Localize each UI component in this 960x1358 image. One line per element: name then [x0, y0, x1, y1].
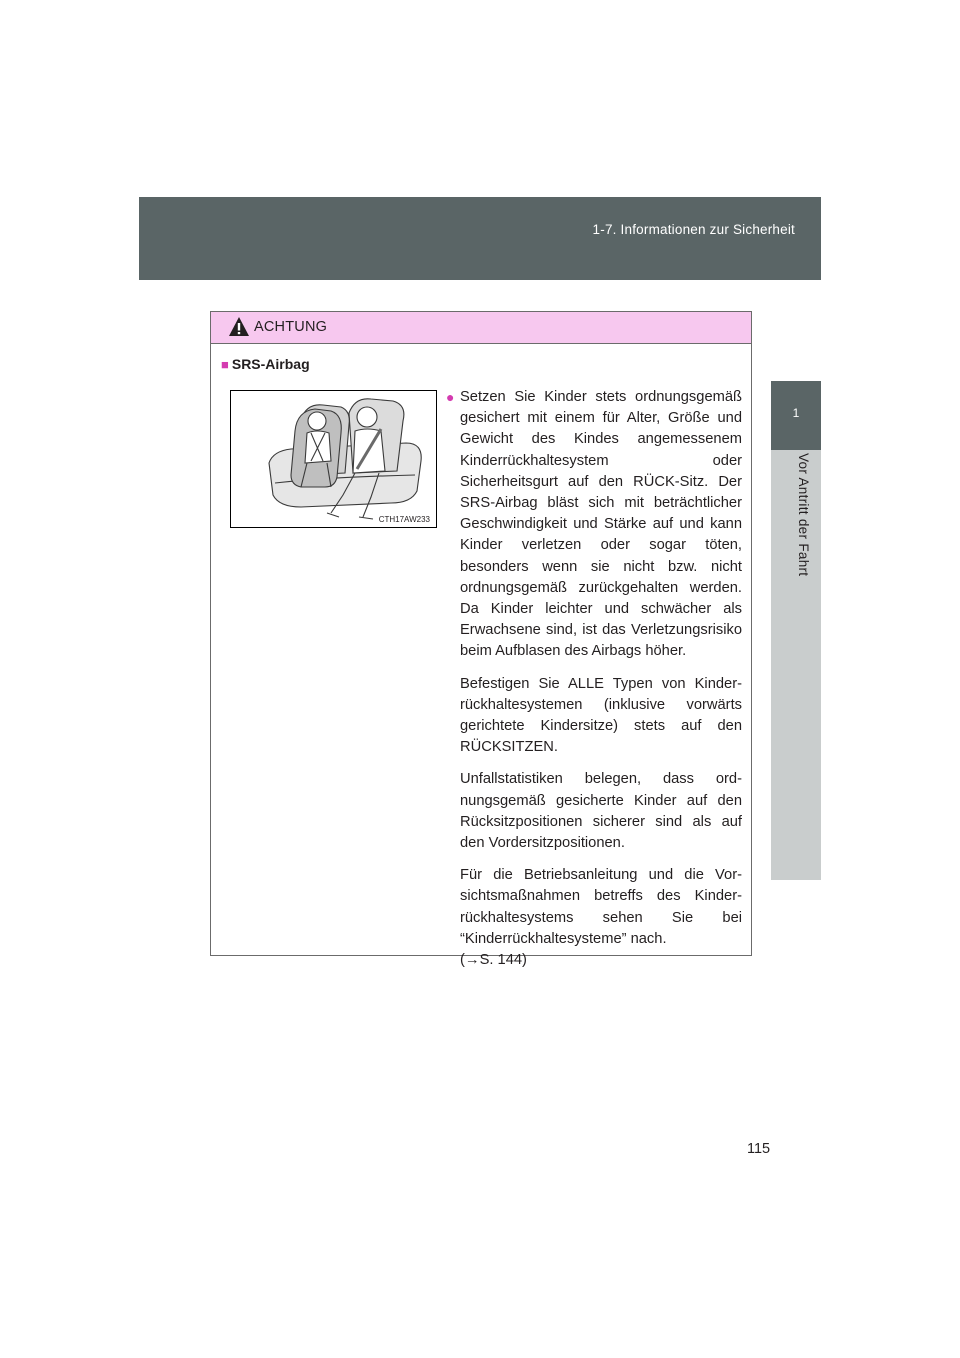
warning-title: ACHTUNG: [254, 319, 328, 335]
circle-bullet-icon: ●: [446, 389, 455, 405]
warning-header: [211, 312, 751, 344]
warning-paragraph-3: Unfallstatistiken belegen, dass ordnungsgemäß gesicherte Kinder auf den Rücksitzpositionen sicherer sind als auf den Vordersitzpositionen.: [460, 771, 742, 852]
section-heading-text: SRS-Airbag: [231, 356, 310, 372]
warning-box: [210, 311, 752, 969]
child-seat-drawing: [231, 391, 436, 527]
warning-triangle-icon: [228, 316, 250, 337]
warning-paragraph-4: Für die Betriebsanleitung und die Vorsichtsmaßnahmen betreffs des Kinderrückhaltesystems sehen Sie bei “Kinderrückhaltesysteme” nach.: [460, 867, 742, 947]
page-reference[interactable]: (→S. 144): [460, 952, 527, 969]
warning-paragraph-1: [446, 387, 742, 663]
chapter-number: 1: [792, 406, 800, 420]
warning-text-column: [446, 387, 742, 982]
section-heading: [221, 356, 310, 372]
illustration-code: CTH17AW233: [378, 515, 430, 524]
chapter-label: Vor Antritt der Fahrt: [796, 453, 811, 577]
section-title: 1-7. Informationen zur Sicherheit: [592, 222, 795, 237]
warning-paragraph-2: Befestigen Sie ALLE Typen von Kinderrückhaltesystemen (inklusive vorwärts gerichtete Kindersitze) stets auf den RÜCKSITZEN.: [460, 675, 742, 756]
page-number: 115: [747, 1141, 771, 1157]
chapter-tab: [771, 381, 821, 450]
section-header-bar: [139, 197, 821, 280]
child-seat-illustration: [230, 390, 437, 528]
warning-paragraph-1-text: Setzen Sie Kinder stets ordnungsgemäß gesichert mit einem für Alter, Größe und Gewicht des Kindes angemessenem Kinderrückhaltesystem oder Sicherheitsgurt auf den RÜCK-Sitz. Der SRS-Airbag bläst sich mit beträchtlicher Geschwindigkeit und Stärke auf und kann Kinder verletzen oder sogar töten, besonders wenn sie nicht bzw. nicht ordnungsgemäß zurückgehalten werden. Da Kinder leichter und schwächer als Erwachsene sind, ist das Verletzungsrisiko beim Aufblasen des Airbags höher.: [460, 389, 742, 660]
square-bullet-icon: ■: [221, 357, 229, 372]
